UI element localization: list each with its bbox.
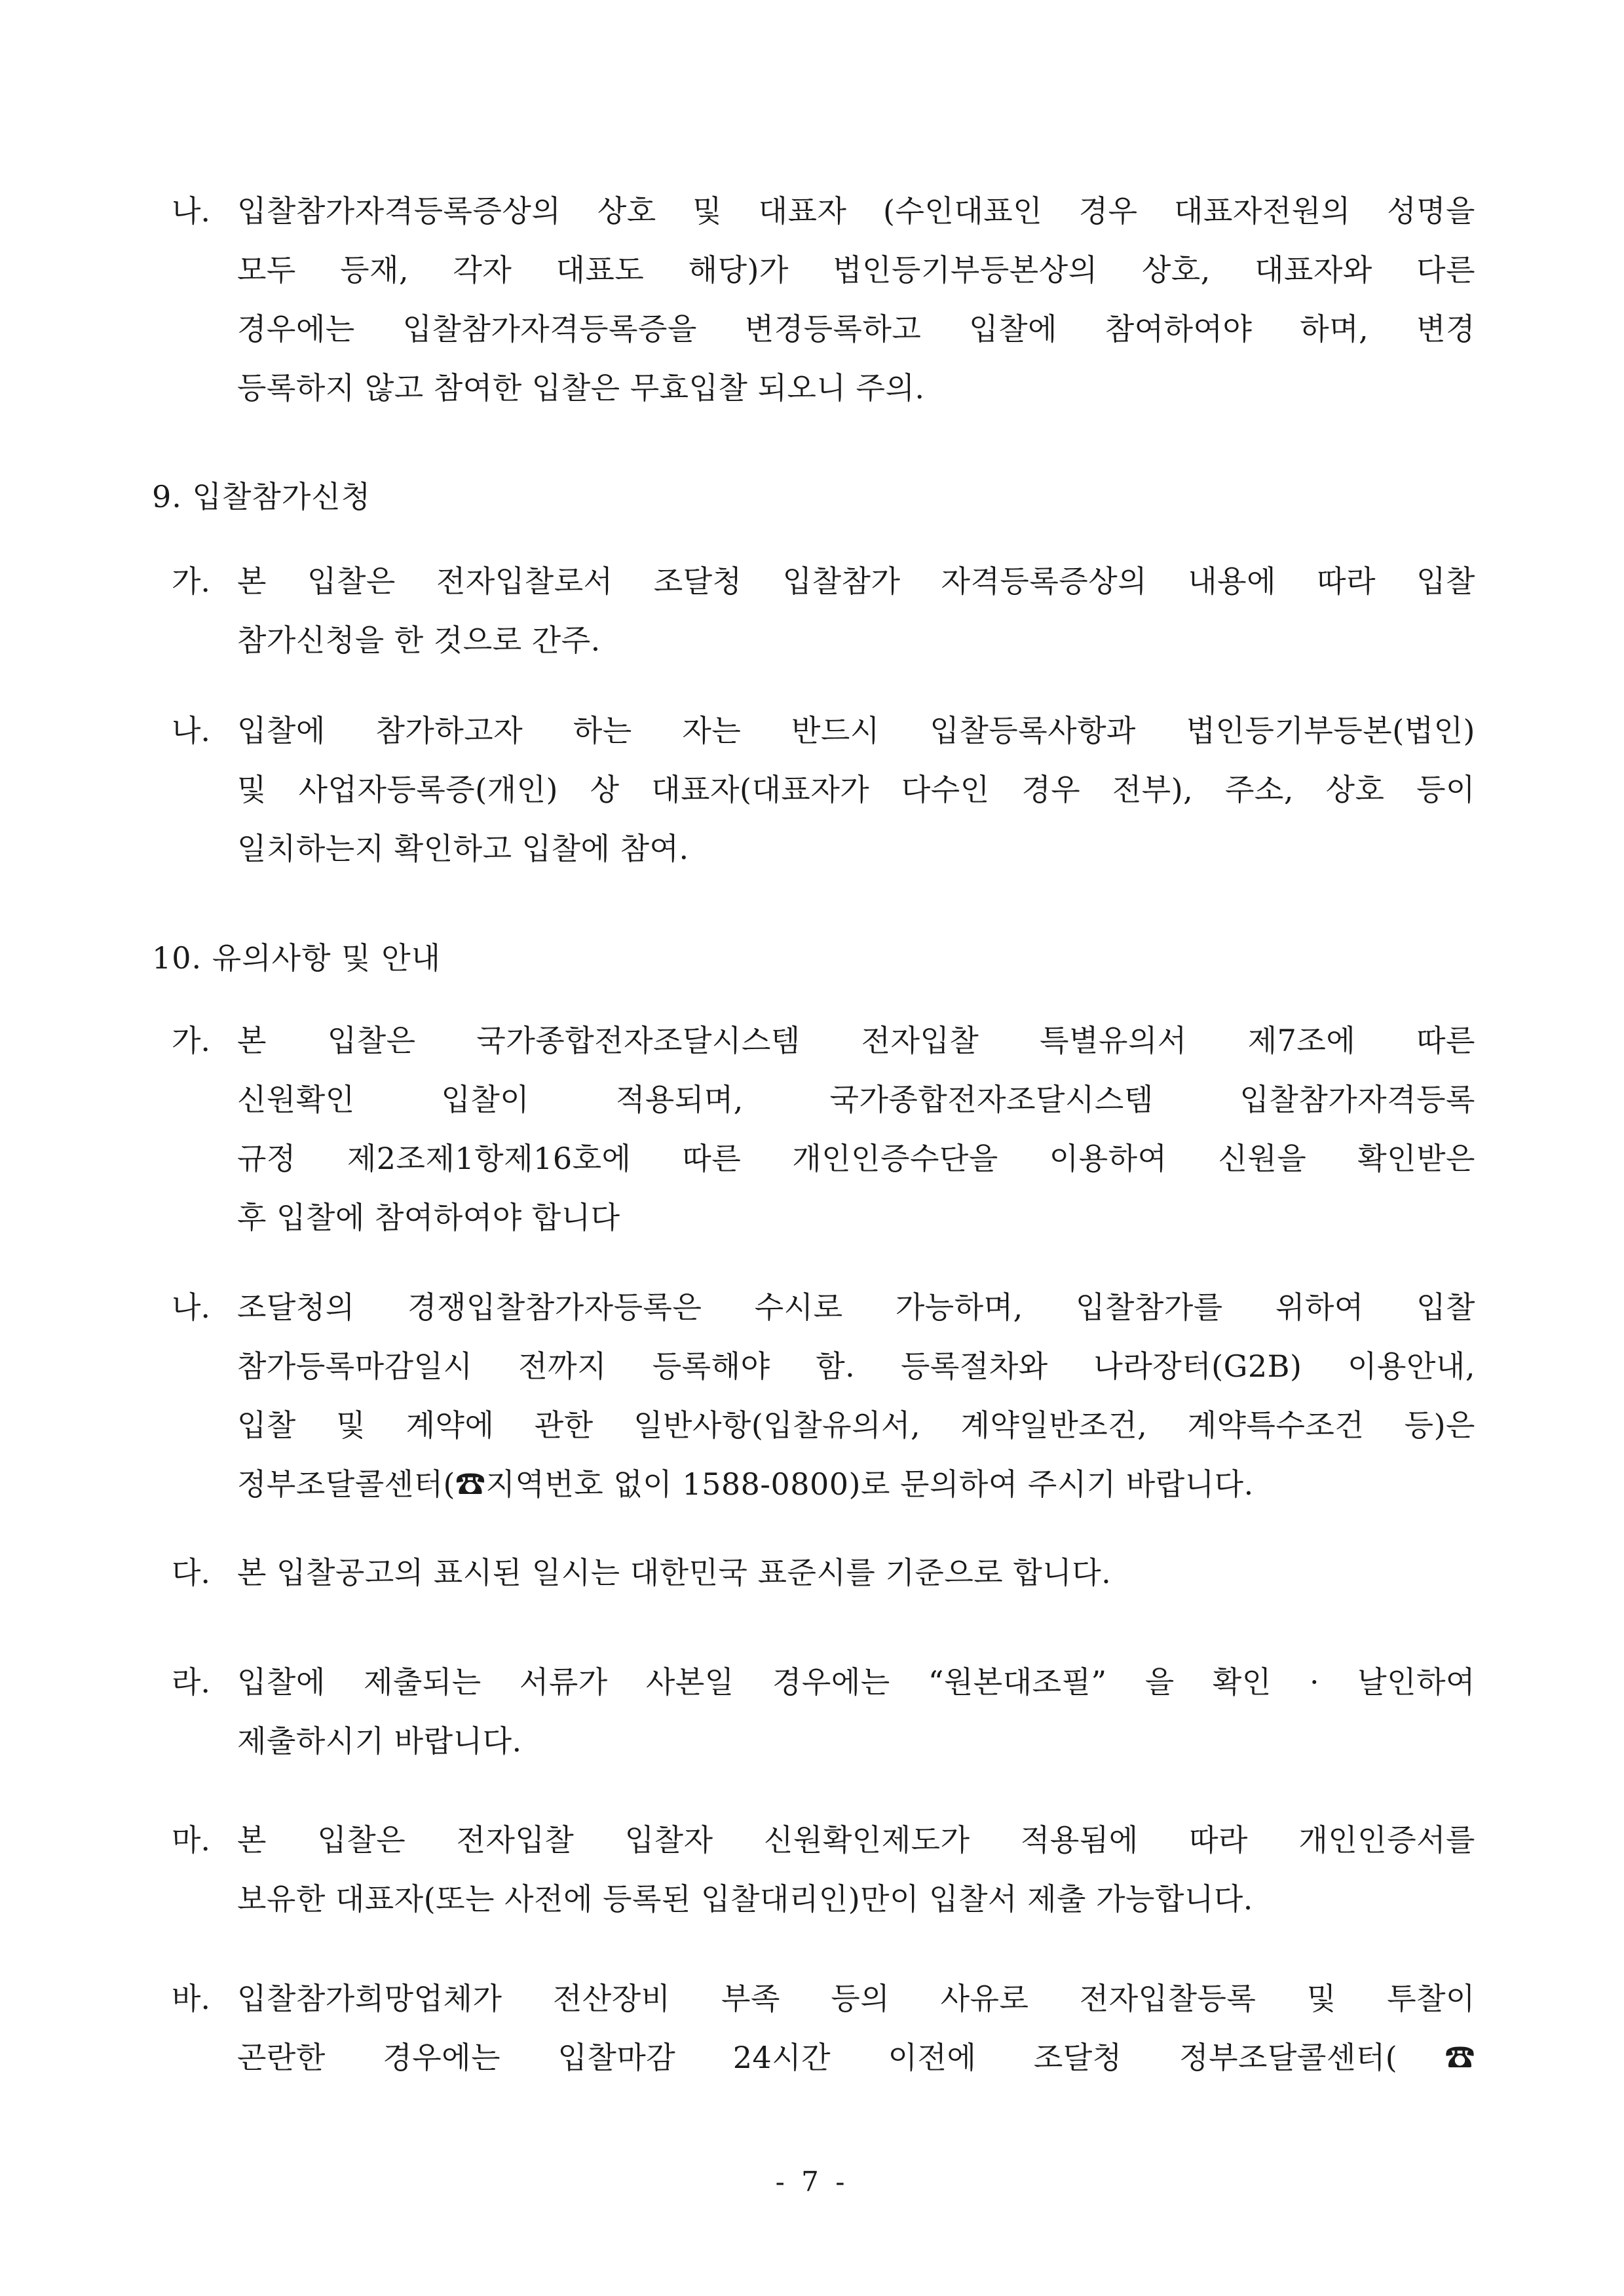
- item-text-line: 입찰 및 계약에 관한 일반사항(입찰유의서, 계약일반조건, 계약특수조건 등)은: [237, 1407, 1475, 1443]
- page-number: - 7 -: [775, 2166, 849, 2198]
- item-text-line: 일치하는지 확인하고 입찰에 참여.: [237, 831, 689, 866]
- item-marker: 가.: [172, 564, 211, 599]
- item-marker: 마.: [172, 1822, 211, 1858]
- item-text-line: 입찰에 참가하고자 하는 자는 반드시 입찰등록사항과 법인등기부등본(법인): [237, 713, 1475, 748]
- item-text-line: 입찰참가자격등록증상의 상호 및 대표자 (수인대표인 경우 대표자전원의 성명을: [237, 193, 1475, 229]
- item-text-line: 및 사업자등록증(개인) 상 대표자(대표자가 다수인 경우 전부), 주소, 상호 등이: [237, 772, 1475, 807]
- item-text-line: 입찰참가희망업체가 전산장비 부족 등의 사유로 전자입찰등록 및 투찰이: [237, 1981, 1475, 2016]
- item-text-line: 등록하지 않고 참여한 입찰은 무효입찰 되오니 주의.: [237, 370, 925, 406]
- item-text-line: 참가신청을 한 것으로 간주.: [237, 622, 601, 658]
- item-marker: 나.: [172, 713, 211, 748]
- item-marker: 바.: [172, 1981, 211, 2016]
- item-text-line: 곤란한 경우에는 입찰마감 24시간 이전에 조달청 정부조달콜센터(☎: [237, 2040, 1475, 2075]
- item-text-line: 경우에는 입찰참가자격등록증을 변경등록하고 입찰에 참여하여야 하며, 변경: [237, 311, 1475, 347]
- section-heading-9: 9. 입찰참가신청: [152, 479, 371, 514]
- item-text-line: 모두 등재, 각자 대표도 해당)가 법인등기부등본상의 상호, 대표자와 다른: [237, 252, 1475, 288]
- item-text-line: 보유한 대표자(또는 사전에 등록된 입찰대리인)만이 입찰서 제출 가능합니다.: [237, 1881, 1253, 1917]
- item-text-line: 제출하시기 바랍니다.: [237, 1723, 522, 1759]
- item-marker: 나.: [172, 193, 211, 229]
- item-text-line: 본 입찰은 국가종합전자조달시스템 전자입찰 특별유의서 제7조에 따른: [237, 1023, 1475, 1058]
- item-text-line: 정부조달콜센터(☎지역번호 없이 1588-0800)로 문의하여 주시기 바랍니다.: [237, 1466, 1254, 1502]
- item-text-line: 본 입찰은 전자입찰로서 조달청 입찰참가 자격등록증상의 내용에 따라 입찰: [237, 564, 1475, 599]
- item-text-line: 본 입찰공고의 표시된 일시는 대한민국 표준시를 기준으로 합니다.: [237, 1555, 1112, 1590]
- item-text-line: 입찰에 제출되는 서류가 사본일 경우에는 “원본대조필” 을 확인 · 날인하여: [237, 1664, 1475, 1700]
- item-text-line: 신원확인 입찰이 적용되며, 국가종합전자조달시스템 입찰참가자격등록: [237, 1082, 1475, 1117]
- item-text-line: 후 입찰에 참여하여야 합니다: [237, 1200, 620, 1235]
- item-text-line: 규정 제2조제1항제16호에 따른 개인인증수단을 이용하여 신원을 확인받은: [237, 1141, 1475, 1176]
- item-text-line: 본 입찰은 전자입찰 입찰자 신원확인제도가 적용됨에 따라 개인인증서를: [237, 1822, 1475, 1858]
- item-marker: 다.: [172, 1555, 211, 1590]
- item-text-line: 조달청의 경쟁입찰참가자등록은 수시로 가능하며, 입찰참가를 위하여 입찰: [237, 1290, 1475, 1325]
- section-heading-10: 10. 유의사항 및 안내: [152, 940, 442, 976]
- item-marker: 나.: [172, 1290, 211, 1325]
- item-marker: 가.: [172, 1023, 211, 1058]
- item-text-line: 참가등록마감일시 전까지 등록해야 함. 등록절차와 나라장터(G2B) 이용안내,: [237, 1349, 1475, 1384]
- item-marker: 라.: [172, 1664, 211, 1700]
